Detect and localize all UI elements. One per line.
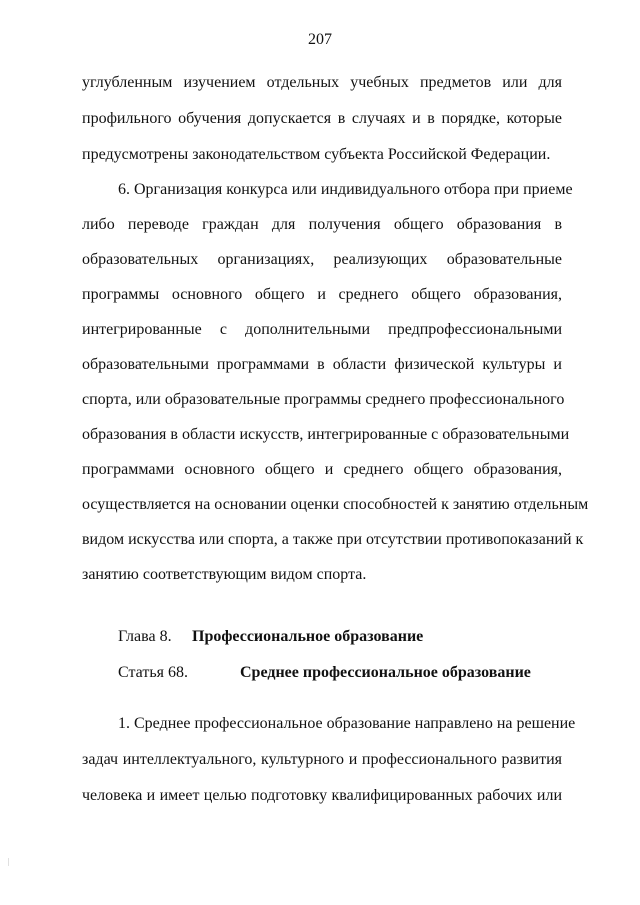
text-line: углубленным изучением отдельных учебных предметов или для: [82, 74, 562, 91]
text-line: 6. Организация конкурса или индивидуального отбора при приеме: [118, 181, 573, 198]
chapter-title: Профессиональное образование: [192, 628, 424, 645]
article-title: Среднее профессиональное образование: [240, 664, 531, 681]
scan-margin-mark: [8, 858, 9, 866]
text-line: занятию соответствующим видом спорта.: [82, 566, 367, 583]
page-number: 207: [308, 31, 332, 48]
text-line: либо переводе граждан для получения общего образования в: [82, 216, 562, 233]
text-line: человека и имеет целью подготовку квалифицированных рабочих или: [82, 787, 562, 804]
text-line: осуществляется на основании оценки способностей к занятию отдельным: [82, 496, 589, 513]
text-line: профильного обучения допускается в случаях и в порядке, которые: [82, 110, 562, 127]
text-line: программы основного общего и среднего общего образования,: [82, 286, 562, 303]
text-line: интегрированные с дополнительными предпрофессиональными: [82, 321, 562, 338]
text-line: образовательных организациях, реализующих образовательные: [82, 251, 562, 268]
text-line: 1. Среднее профессиональное образование направлено на решение: [118, 715, 576, 732]
text-line: задач интеллектуального, культурного и профессионального развития: [82, 751, 562, 768]
chapter-label: Глава 8.: [118, 628, 172, 645]
text-line: спорта, или образовательные программы среднего профессионального: [82, 391, 565, 408]
text-line: образования в области искусств, интегрированные с образовательными: [82, 426, 570, 443]
article-label: Статья 68.: [118, 664, 188, 681]
text-line: образовательными программами в области физической культуры и: [82, 356, 562, 373]
text-line: предусмотрены законодательством субъекта Российской Федерации.: [82, 146, 551, 163]
text-line: видом искусства или спорта, а также при отсутствии противопоказаний к: [82, 531, 584, 548]
text-line: программами основного общего и среднего общего образования,: [82, 461, 562, 478]
